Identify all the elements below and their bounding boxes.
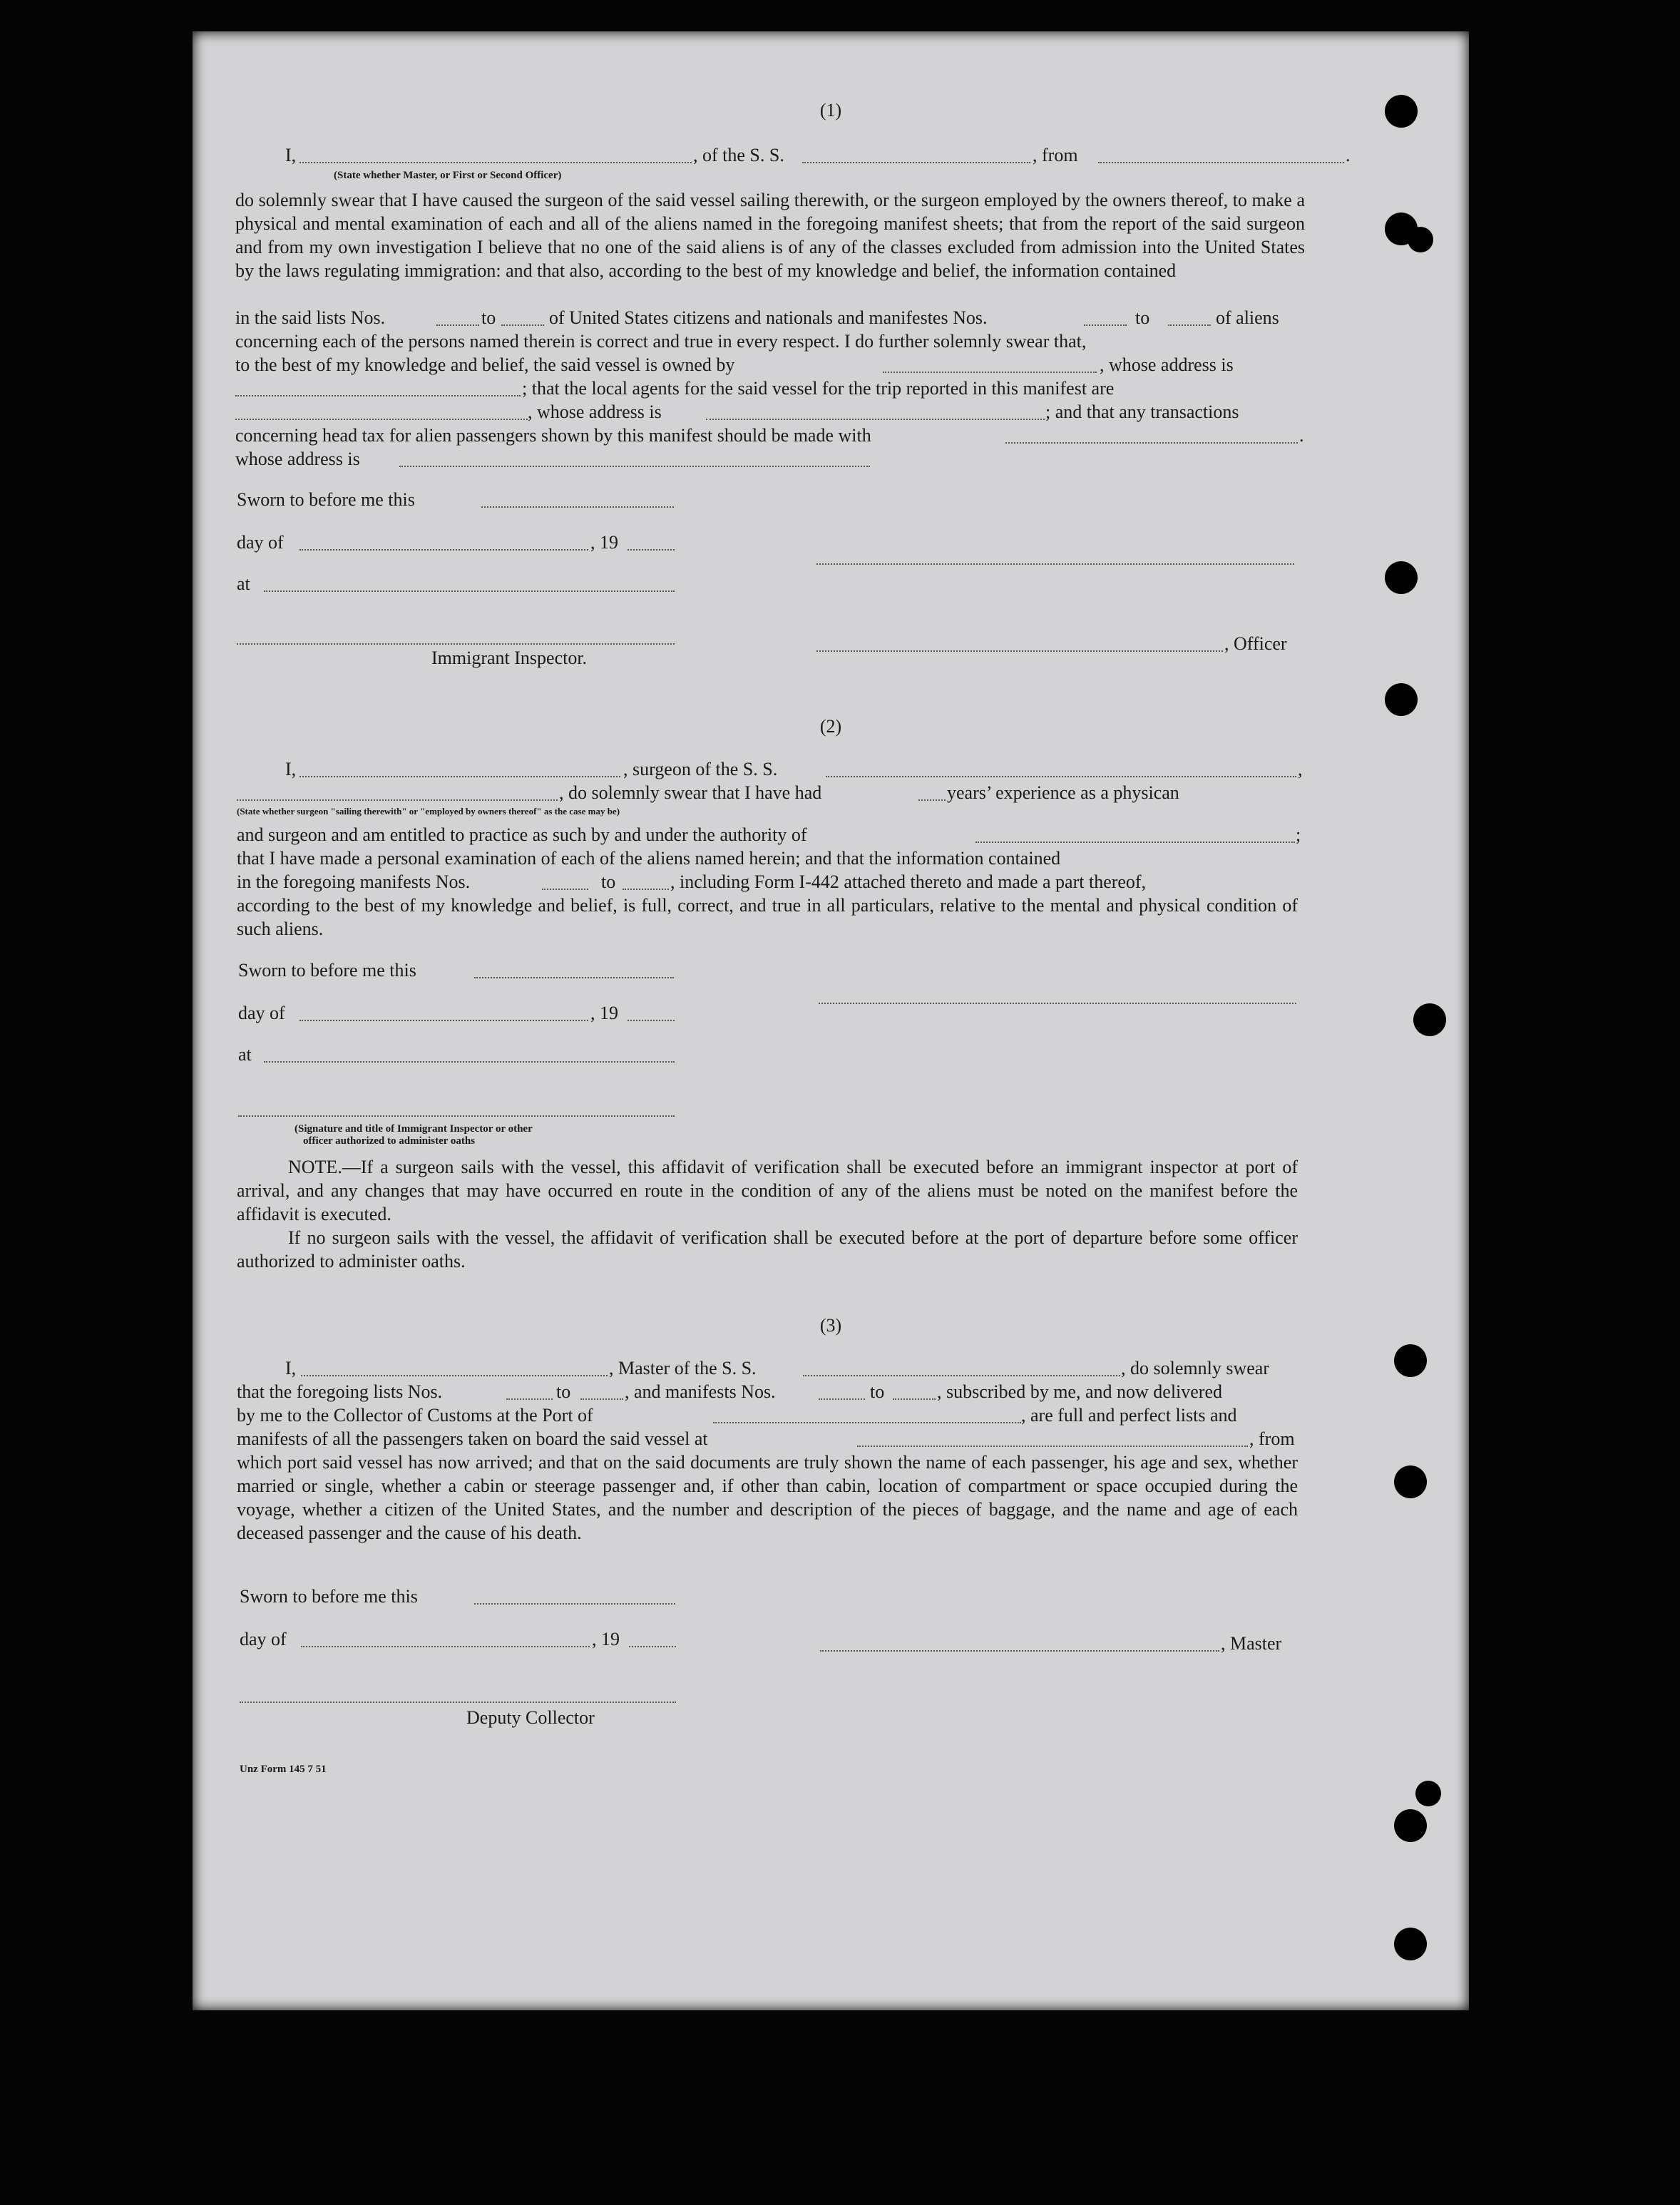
punch-hole bbox=[1385, 683, 1418, 716]
s1-vessel-field[interactable] bbox=[802, 162, 1030, 163]
s2-manifest-from-field[interactable] bbox=[542, 889, 588, 890]
punch-hole bbox=[1413, 1003, 1446, 1036]
s1-at-label: at bbox=[237, 573, 250, 594]
s1-officer-name-field[interactable] bbox=[299, 162, 692, 163]
s1-of-aliens-label: of aliens bbox=[1216, 307, 1279, 328]
s3-master-signature-line[interactable] bbox=[820, 1650, 1219, 1652]
s1-officer-note: (State whether Master, or First or Second Officer) bbox=[334, 170, 562, 181]
s1-whose-address-2: , whose address is bbox=[528, 401, 662, 422]
s1-whose-address-1: , whose address is bbox=[1100, 354, 1234, 375]
s3-lists-label: that the foregoing lists Nos. bbox=[237, 1381, 443, 1402]
s1-head-tax-address-field[interactable] bbox=[399, 466, 870, 467]
s2-surgeon-ss-label: , surgeon of the S. S. bbox=[623, 759, 778, 779]
s2-no-surgeon-paragraph: If no surgeon sails with the vessel, the affidavit of verification shall be executed before at the port of departure before some officer authorized to administer oaths. bbox=[237, 1227, 1298, 1272]
s1-manifest-from-field[interactable] bbox=[1084, 324, 1127, 326]
s2-surgeon-name-field[interactable] bbox=[299, 776, 620, 777]
s1-period: . bbox=[1346, 145, 1351, 165]
s2-manifest-to-field[interactable] bbox=[623, 889, 669, 890]
s2-capacity-field[interactable] bbox=[237, 799, 558, 801]
s1-from-label: , from bbox=[1033, 145, 1078, 165]
s1-sworn-label: Sworn to before me this bbox=[237, 489, 415, 510]
punch-hole bbox=[1408, 227, 1433, 252]
s2-years-label: years’ experience as a physican bbox=[947, 782, 1179, 803]
s2-to-label: to bbox=[601, 871, 616, 892]
s2-capacity-note: (State whether surgeon "sailing therewith" or "employed by owners thereof" as the case may be) bbox=[237, 806, 620, 817]
s3-from-label: , from bbox=[1249, 1428, 1295, 1449]
manifest-affidavit-page bbox=[193, 31, 1469, 2010]
s3-arrival-paragraph: which port said vessel has now arrived; and that on the said documents are truly shown the name of each passenger, his age and sex, whether married or single, whether a cabin or steerage passenger and, if other than cabin, location of compartment or space occupied during the voyage, whether a citizen of the United States, and the number and description of the pieces of baggage, and the name and age of each deceased passenger and the cause of his death. bbox=[237, 1452, 1298, 1543]
s3-board-label: manifests of all the passengers taken on board the said vessel at bbox=[237, 1428, 708, 1449]
s1-at-field[interactable] bbox=[264, 590, 675, 592]
s1-officer-line[interactable] bbox=[816, 650, 1223, 652]
s3-manifest-to-field[interactable] bbox=[893, 1398, 936, 1400]
s1-oath-paragraph: do solemnly swear that I have caused the surgeon of the said vessel sailing therewith, or the surgeon employed by the owners thereof, to make a physical and mental examination of each and all of the aliens named in the foregoing manifest sheets; that from the report of the said surgeon and from my own investigation I believe that no one of the said aliens is of any of the classes excluded from admission into the United States by the laws regulating immigration: and that also, according to the best of my knowledge and belief, the information contained bbox=[235, 190, 1305, 281]
s1-i-label: I, bbox=[285, 145, 297, 165]
s2-signature-line[interactable] bbox=[819, 1003, 1296, 1004]
s2-manifests-label: in the foregoing manifests Nos. bbox=[237, 871, 471, 892]
s1-to-label-1: to bbox=[481, 307, 496, 328]
s1-agents-field[interactable] bbox=[235, 419, 528, 420]
s2-year-field[interactable] bbox=[628, 1020, 675, 1021]
s1-signature-line[interactable] bbox=[816, 563, 1294, 565]
s1-from-field[interactable] bbox=[1098, 162, 1344, 163]
s1-day-label: day of bbox=[237, 532, 284, 553]
s1-inspector-label: Immigrant Inspector. bbox=[431, 648, 588, 668]
s1-owner-field[interactable] bbox=[883, 372, 1097, 373]
s1-day-field[interactable] bbox=[299, 549, 588, 551]
s1-usc-label: of United States citizens and nationals and manifestes Nos. bbox=[549, 307, 988, 328]
s1-agent-address-field[interactable] bbox=[706, 419, 1045, 420]
s2-semicolon: ; bbox=[1296, 824, 1301, 845]
s2-swear-label: , do solemnly swear that I have had bbox=[559, 782, 822, 803]
s1-head-tax-field[interactable] bbox=[1005, 442, 1298, 444]
s3-master-label: , Master bbox=[1221, 1633, 1282, 1654]
s1-to-label-2: to bbox=[1135, 307, 1150, 328]
s1-lists-label: in the said lists Nos. bbox=[235, 307, 386, 328]
s2-examination-line: that I have made a personal examination of each of the aliens named herein; and that the information contained bbox=[237, 848, 1061, 869]
s3-deputy-label: Deputy Collector bbox=[466, 1707, 595, 1728]
s1-year-field[interactable] bbox=[628, 549, 675, 551]
s3-sworn-label: Sworn to before me this bbox=[240, 1586, 418, 1607]
punch-hole bbox=[1415, 1781, 1441, 1806]
s2-comma: , bbox=[1298, 759, 1303, 779]
s2-at-label: at bbox=[238, 1044, 252, 1065]
s2-sworn-label: Sworn to before me this bbox=[238, 960, 416, 981]
s1-manifest-to-field[interactable] bbox=[1168, 324, 1211, 326]
s1-lists-to-field[interactable] bbox=[501, 324, 544, 326]
s3-manifests-label: , and manifests Nos. bbox=[625, 1381, 776, 1402]
s2-belief-paragraph: according to the best of my knowledge and belief, is full, correct, and true in all particulars, relative to the mental and physical condition of such aliens. bbox=[237, 895, 1298, 939]
s2-note-paragraph: NOTE.—If a surgeon sails with the vessel, this affidavit of verification shall be executed before an immigrant inspector at port of arrival, and any changes that may have occurred en route in the condition of any of the aliens must be noted on the manifest before the affidavit is executed. bbox=[237, 1157, 1298, 1224]
s3-port-field[interactable] bbox=[713, 1422, 1021, 1423]
s1-head-tax-label: concerning head tax for alien passengers shown by this manifest should be made with bbox=[235, 425, 871, 446]
s3-collector-line[interactable] bbox=[240, 1702, 676, 1703]
punch-hole bbox=[1385, 561, 1418, 594]
punch-hole bbox=[1394, 1809, 1427, 1842]
punch-hole bbox=[1394, 1344, 1427, 1377]
s3-to-label-1: to bbox=[556, 1381, 571, 1402]
s1-of-ss-label: , of the S. S. bbox=[693, 145, 784, 165]
s3-manifest-from-field[interactable] bbox=[819, 1398, 865, 1400]
s1-owner-address-field[interactable] bbox=[235, 395, 521, 397]
s3-swear-label: , do solemnly swear bbox=[1121, 1358, 1269, 1378]
s3-perfect-lists-label: , are full and perfect lists and bbox=[1021, 1405, 1237, 1426]
s2-authority-field[interactable] bbox=[975, 841, 1295, 843]
s3-i-label: I, bbox=[285, 1358, 297, 1378]
s1-whose-address-3: whose address is bbox=[235, 449, 360, 469]
s3-to-label-2: to bbox=[870, 1381, 885, 1402]
s2-at-field[interactable] bbox=[264, 1061, 675, 1063]
s2-i-label: I, bbox=[285, 759, 297, 779]
s3-delivered-label: , subscribed by me, and now delivered bbox=[937, 1381, 1223, 1402]
s3-sworn-field[interactable] bbox=[474, 1603, 675, 1605]
s1-concerning-line: concerning each of the persons named therein is correct and true in every respect. I do further solemnly swear that, bbox=[235, 331, 1087, 352]
s3-lists-from-field[interactable] bbox=[506, 1398, 553, 1400]
s3-day-field[interactable] bbox=[301, 1646, 590, 1647]
s2-form-label: , including Form I-442 attached thereto and made a part thereof, bbox=[670, 871, 1147, 892]
s3-embarkation-field[interactable] bbox=[857, 1446, 1248, 1447]
s3-day-label: day of bbox=[240, 1629, 287, 1649]
s1-officer-label: , Officer bbox=[1224, 633, 1287, 654]
s3-year-label: , 19 bbox=[592, 1629, 620, 1649]
s1-inspector-line[interactable] bbox=[237, 643, 675, 645]
s1-owned-label: to the best of my knowledge and belief, the said vessel is owned by bbox=[235, 354, 735, 375]
s2-vessel-field[interactable] bbox=[826, 776, 1296, 777]
s2-day-field[interactable] bbox=[299, 1020, 588, 1021]
section-1-number: (1) bbox=[819, 100, 842, 121]
s3-vessel-field[interactable] bbox=[803, 1375, 1120, 1376]
s2-year-label: , 19 bbox=[590, 1003, 618, 1023]
s2-sig-note-2: officer authorized to administer oaths bbox=[303, 1135, 476, 1147]
punch-hole bbox=[1385, 95, 1418, 128]
s3-lists-to-field[interactable] bbox=[580, 1398, 623, 1400]
s2-day-label: day of bbox=[238, 1003, 285, 1023]
s3-master-name-field[interactable] bbox=[301, 1375, 608, 1376]
s2-inspector-line[interactable] bbox=[238, 1115, 675, 1117]
s1-year-label: , 19 bbox=[590, 532, 618, 553]
s2-authority-label: and surgeon and am entitled to practice as such by and under the authority of bbox=[237, 824, 807, 845]
s1-head-period: . bbox=[1299, 425, 1304, 446]
s3-port-label: by me to the Collector of Customs at the Port of bbox=[237, 1405, 593, 1426]
s3-master-ss-label: , Master of the S. S. bbox=[609, 1358, 757, 1378]
punch-hole bbox=[1394, 1465, 1427, 1498]
s1-agents-label: ; that the local agents for the said vessel for the trip reported in this manifest are bbox=[522, 378, 1115, 399]
s3-year-field[interactable] bbox=[629, 1646, 676, 1647]
s2-years-field[interactable] bbox=[918, 799, 946, 801]
s2-sig-note-1: (Signature and title of Immigrant Inspector or other bbox=[294, 1123, 533, 1135]
s1-transactions-label: ; and that any transactions bbox=[1045, 401, 1239, 422]
form-number: Unz Form 145 7 51 bbox=[240, 1764, 327, 1775]
s2-sworn-field[interactable] bbox=[474, 977, 674, 978]
section-2-number: (2) bbox=[819, 716, 842, 737]
s1-sworn-field[interactable] bbox=[481, 506, 674, 508]
punch-hole bbox=[1394, 1928, 1427, 1960]
section-3-number: (3) bbox=[819, 1315, 842, 1336]
s1-lists-from-field[interactable] bbox=[436, 324, 479, 326]
